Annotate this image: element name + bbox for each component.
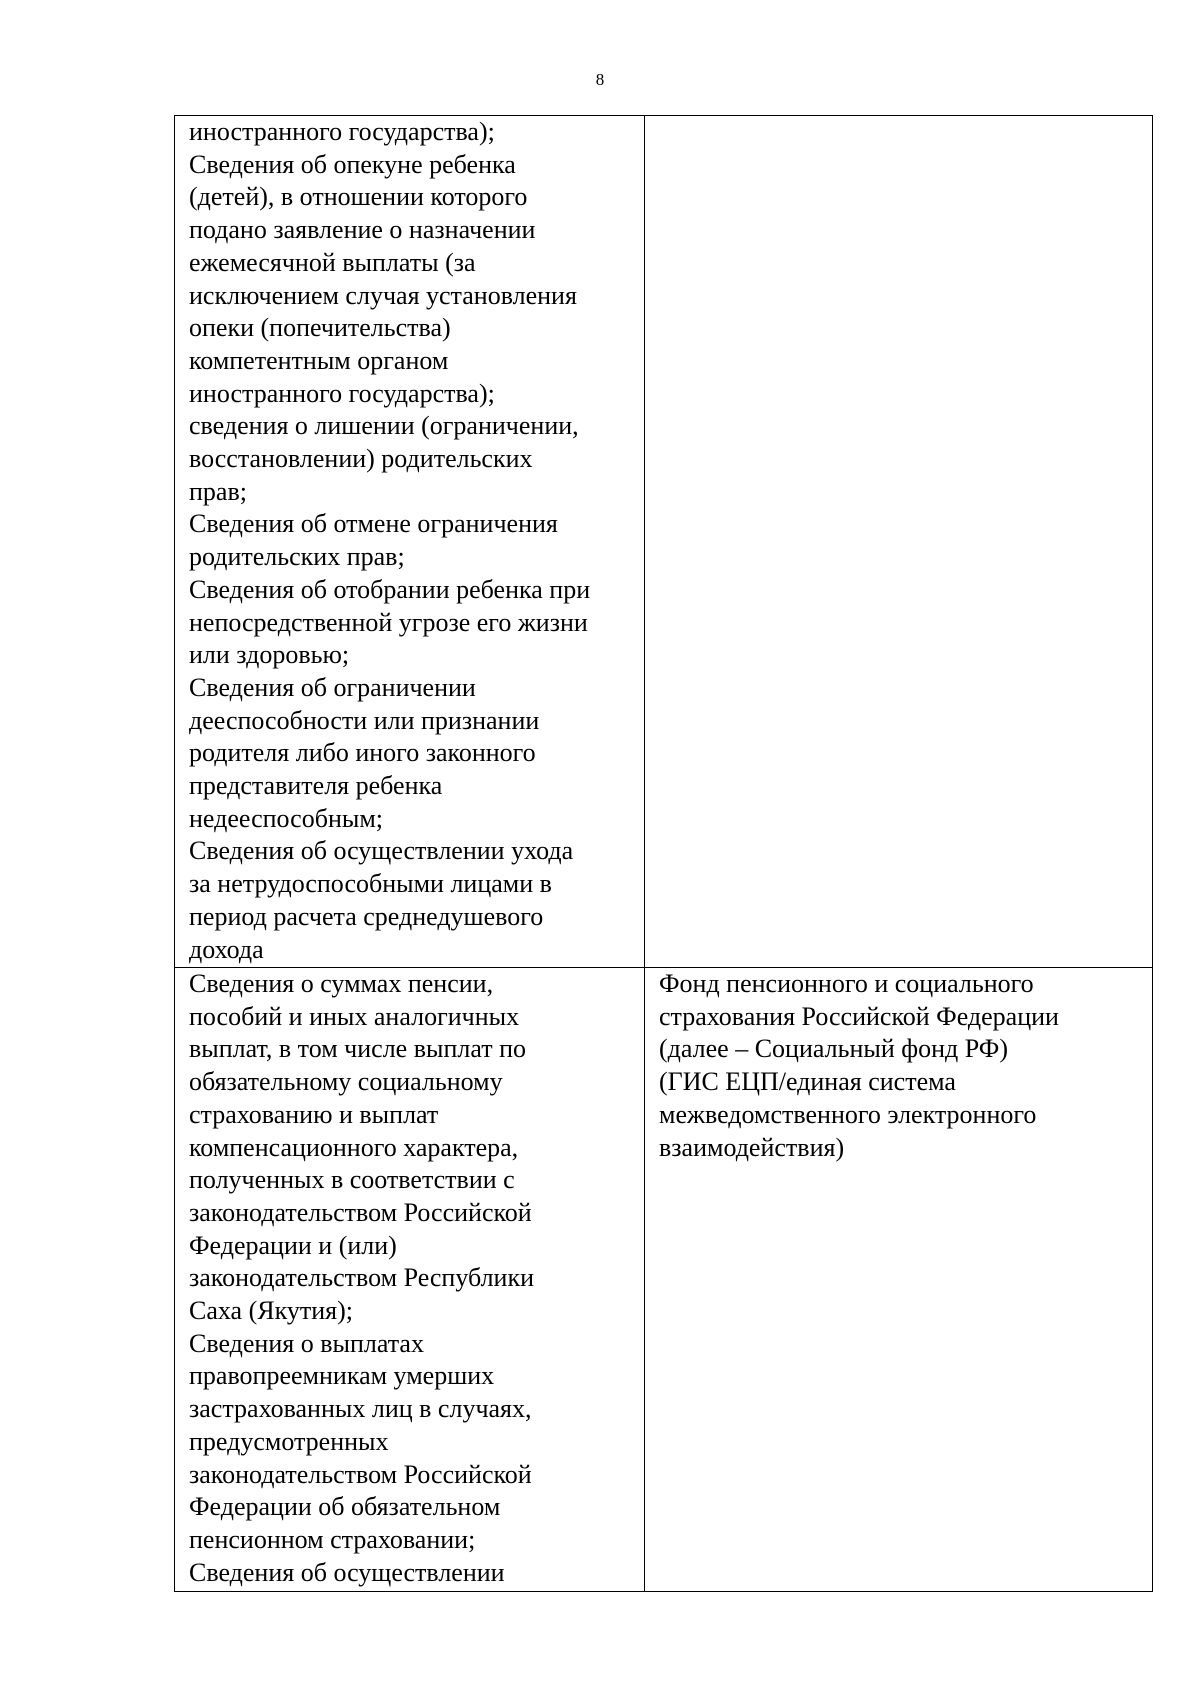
- cell-text-line: Саха (Якутия);: [189, 1296, 353, 1326]
- cell-text-line: или здоровью;: [189, 640, 350, 670]
- cell-text-line: компетентным органом: [189, 345, 449, 375]
- cell-text-line: выплат, в том числе выплат по: [189, 1034, 526, 1064]
- cell-text-line: за нетрудоспособными лицами в: [189, 869, 552, 899]
- cell-text-line: представителя ребенка: [189, 771, 443, 801]
- cell-text-line: Фонд пенсионного и социального: [659, 969, 1034, 998]
- cell-text-line: (ГИС ЕЦП/единая система: [659, 1067, 956, 1097]
- cell-text-line: Федерации и (или): [189, 1230, 397, 1260]
- cell-text-line: недееспособным;: [189, 803, 383, 833]
- cell-text-line: Сведения об отобрании ребенка при: [189, 574, 591, 604]
- table-cell-source: [645, 116, 1153, 968]
- cell-text-line: полученных в соответствии с: [189, 1165, 515, 1195]
- cell-text-line: иностранного государства);: [189, 117, 495, 146]
- cell-text-line: Сведения о суммах пенсии,: [189, 969, 494, 998]
- cell-text-line: (детей), в отношении которого: [189, 182, 528, 212]
- cell-text-line: подано заявление о назначении: [189, 215, 536, 245]
- cell-text-line: застрахованных лиц в случаях,: [189, 1394, 532, 1424]
- cell-text-line: родительских прав;: [189, 542, 405, 572]
- cell-text-line: дееспособности или признании: [189, 705, 540, 735]
- cell-text-line: иностранного государства);: [189, 378, 495, 408]
- cell-text-line: восстановлении) родительских: [189, 444, 533, 474]
- cell-text-line: ежемесячной выплаты (за: [189, 247, 476, 277]
- table-cell-source: [645, 968, 1153, 1592]
- table-cell-info: [175, 116, 645, 968]
- cell-text-line: предусмотренных: [189, 1426, 389, 1456]
- cell-text-line: (далее – Социальный фонд РФ): [659, 1034, 1008, 1064]
- cell-text-line: Сведения об осуществлении ухода: [189, 836, 574, 866]
- table-cell-info: [175, 968, 645, 1592]
- cell-text-line: сведения о лишении (ограничении,: [189, 411, 579, 441]
- cell-text-line: компенсационного характера,: [189, 1132, 519, 1162]
- cell-text-line: страхования Российской Федерации: [659, 1001, 1059, 1031]
- page-number: 8: [595, 70, 605, 89]
- cell-text-line: страхованию и выплат: [189, 1099, 439, 1129]
- cell-text-line: межведомственного электронного: [659, 1099, 1037, 1129]
- cell-text-line: законодательством Российской: [189, 1197, 532, 1227]
- cell-text-line: Сведения об отмене ограничения: [189, 509, 558, 539]
- cell-text-line: период расчета среднедушевого: [189, 901, 544, 931]
- cell-text-line: законодательством Российской: [189, 1459, 532, 1489]
- cell-text-line: Сведения об ограничении: [189, 672, 476, 702]
- cell-text-line: Федерации об обязательном: [189, 1492, 501, 1522]
- cell-text-line: родителя либо иного законного: [189, 738, 536, 768]
- cell-text-line: дохода: [189, 934, 264, 964]
- cell-text-line: пособий и иных аналогичных: [189, 1001, 520, 1031]
- cell-text-line: непосредственной угрозе его жизни: [189, 607, 588, 637]
- cell-text-line: Сведения об осуществлении: [189, 1557, 505, 1587]
- table-row: [175, 116, 1153, 968]
- cell-text-line: законодательством Республики: [189, 1263, 535, 1293]
- cell-text-line: исключением случая установления: [189, 280, 577, 310]
- cell-text-line: правопреемникам умерших: [189, 1361, 495, 1391]
- cell-text-line: Сведения об опекуне ребенка: [189, 149, 516, 179]
- table-row: [175, 968, 1153, 1592]
- cell-text-line: опеки (попечительства): [189, 313, 451, 343]
- cell-text-line: взаимодействия): [659, 1132, 845, 1162]
- cell-text-line: прав;: [189, 476, 247, 506]
- cell-text-line: Сведения о выплатах: [189, 1328, 424, 1358]
- document-table: [174, 115, 1153, 1592]
- cell-text-line: пенсионном страховании;: [189, 1524, 476, 1554]
- cell-text-line: обязательному социальному: [189, 1067, 503, 1097]
